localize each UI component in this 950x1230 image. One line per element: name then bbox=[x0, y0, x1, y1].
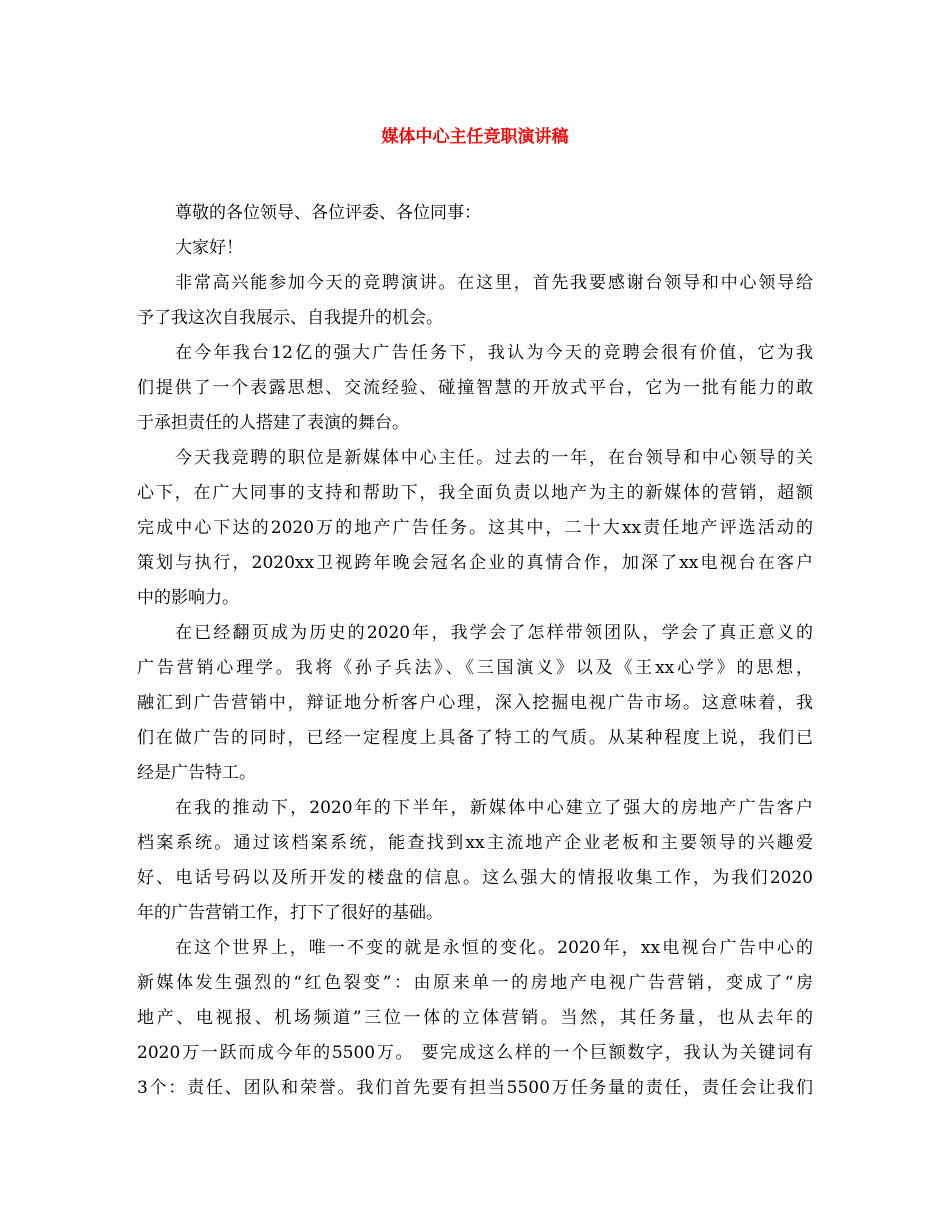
text-line: 非常高兴能参加今天的竞聘演讲。在这里，首先我要感谢台领导和中心领导给 bbox=[175, 273, 813, 293]
text-line: 策划与执行，2020xx卫视跨年晚会冠名企业的真情合作，加深了xx电视台在客户 bbox=[137, 553, 813, 573]
text-line: 在已经翻页成为历史的2020年，我学会了怎样带领团队，学会了真正意义的 bbox=[175, 623, 813, 643]
text-line: 予了我这次自我展示、自我提升的机会。 bbox=[137, 308, 443, 328]
text-line: 地产、电视报、机场频道”三位一体的立体营销。当然，其任务量，也从去年的 bbox=[137, 1008, 813, 1028]
text-line: 中的影响力。 bbox=[137, 588, 239, 608]
text-line: 在今年我台12亿的强大广告任务下，我认为今天的竞聘会很有价值，它为我 bbox=[175, 343, 813, 363]
text-line: 大家好！ bbox=[175, 238, 243, 258]
document-body bbox=[137, 196, 813, 1106]
text-line: 融汇到广告营销中，辩证地分析客户心理，深入挖掘电视广告市场。这意味着，我 bbox=[137, 693, 813, 713]
text-line: 经是广告特工。 bbox=[137, 763, 256, 783]
text-line: 们提供了一个表露思想、交流经验、碰撞智慧的开放式平台，它为一批有能力的敢 bbox=[137, 378, 813, 398]
text-line: 档案系统。通过该档案系统，能查找到xx主流地产企业老板和主要领导的兴趣爱 bbox=[137, 833, 813, 853]
text-line: 们在做广告的同时，已经一定程度上具备了特工的气质。从某种程度上说，我们已 bbox=[137, 728, 813, 748]
text-line: 新媒体发生强烈的“红色裂变”：由原来单一的房地产电视广告营销，变成了“房 bbox=[137, 973, 813, 993]
text-line: 完成中心下达的2020万的地产广告任务。这其中，二十大xx责任地产评选活动的 bbox=[137, 518, 813, 538]
text-line: 今天我竞聘的职位是新媒体中心主任。过去的一年，在台领导和中心领导的关 bbox=[175, 448, 813, 468]
document-title: 媒体中心主任竞职演讲稿 bbox=[381, 127, 569, 147]
text-line: 2020万一跃而成今年的5500万。 要完成这么样的一个巨额数字，我认为关键词有 bbox=[137, 1043, 813, 1063]
text-line: 在这个世界上，唯一不变的就是永恒的变化。2020年，xx电视台广告中心的 bbox=[175, 938, 813, 958]
text-line: 于承担责任的人搭建了表演的舞台。 bbox=[137, 413, 409, 433]
text-line: 在我的推动下，2020年的下半年，新媒体中心建立了强大的房地产广告客户 bbox=[175, 798, 813, 818]
text-line: 广告营销心理学。我将《孙子兵法》、《三国演义》以及《王xx心学》的思想， bbox=[137, 658, 813, 678]
text-line: 3个：责任、团队和荣誉。我们首先要有担当5500万任务量的责任，责任会让我们 bbox=[137, 1078, 813, 1098]
text-line: 好、电话号码以及所开发的楼盘的信息。这么强大的情报收集工作，为我们2020 bbox=[137, 868, 813, 888]
text-line: 心下，在广大同事的支持和帮助下，我全面负责以地产为主的新媒体的营销，超额 bbox=[137, 483, 813, 503]
text-line: 尊敬的各位领导、各位评委、各位同事： bbox=[175, 203, 481, 223]
text-line: 年的广告营销工作，打下了很好的基础。 bbox=[137, 903, 443, 923]
